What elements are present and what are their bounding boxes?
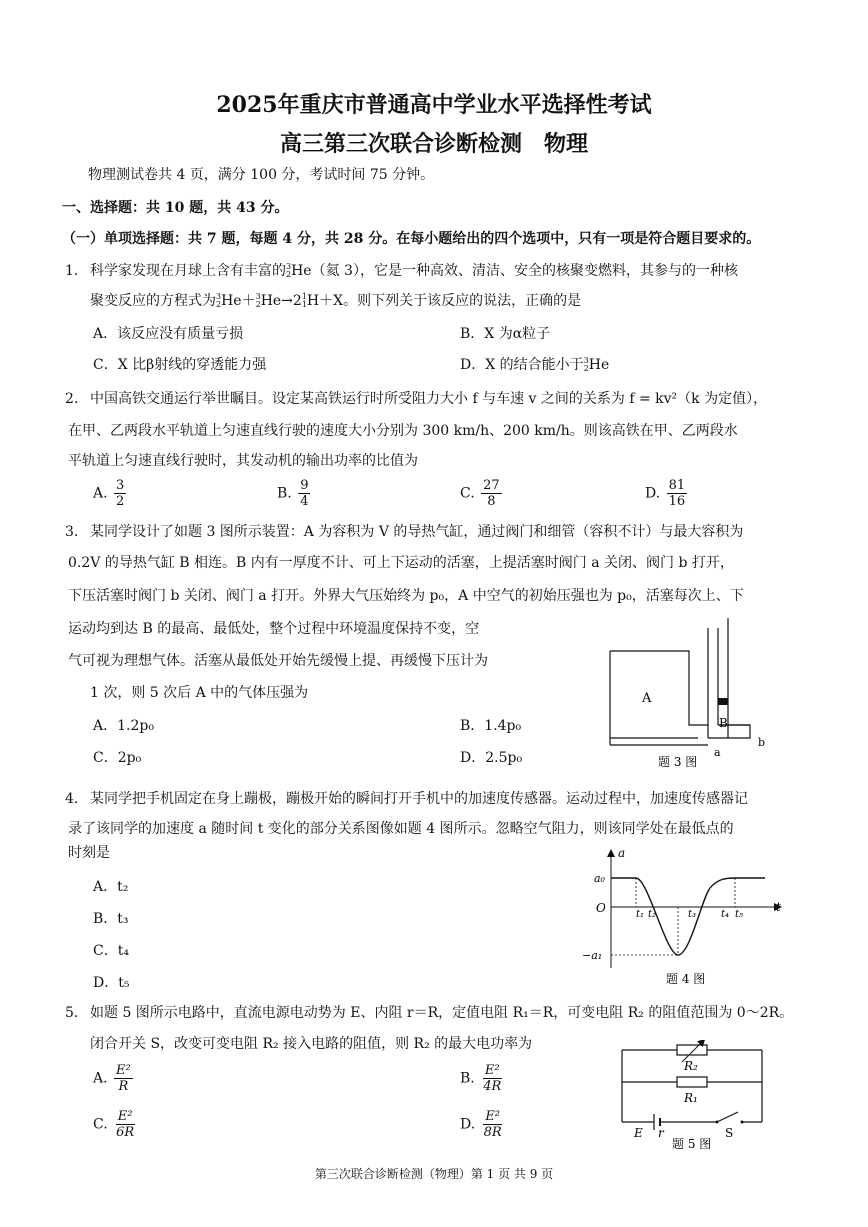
question-number: 4.: [65, 791, 79, 807]
q3-line6: 1 次，则 5 次后 A 中的气体压强为: [90, 685, 309, 701]
option-d-text: D．X 的结合能小于: [460, 357, 584, 373]
label-r2: R₂: [684, 1059, 698, 1073]
q3-line5: 气可视为理想气体。活塞从最低处开始先缓慢上提、再缓慢下压计为: [68, 653, 488, 669]
fraction: $\frac{3}{2}$: [116, 478, 125, 509]
option-b: [277, 478, 312, 509]
q1-text: 聚变反应的方程式为: [90, 293, 216, 309]
option-d: [460, 1109, 506, 1140]
label-t4: t₄: [721, 909, 730, 920]
option-c: C．X 比β射线的穿透能力强: [93, 357, 267, 373]
q4-line3: 时刻是: [68, 845, 110, 861]
label-t2: t₂: [648, 909, 657, 920]
option-a: A．该反应没有质量亏损: [93, 326, 244, 342]
option-label: B.: [460, 1070, 475, 1087]
fraction: $\frac{81}{16}$: [668, 478, 686, 509]
question-number: 5.: [65, 1005, 79, 1021]
option-label: C.: [460, 485, 475, 502]
q5-line2: 闭合开关 S，改变可变电阻 R₂ 接入电路的阻值，则 R₂ 的最大电功率为: [90, 1036, 533, 1052]
option-label: A.: [93, 485, 108, 502]
resistor-r1: [677, 1077, 707, 1087]
question-number: 2.: [65, 391, 79, 407]
figure-caption: 题 5 图: [672, 1137, 712, 1151]
option-d: D．X 的结合能小于 3 2 He: [460, 356, 610, 373]
q1-text: 科学家发现在月球上含有丰富的: [90, 263, 286, 279]
label-a-axis: a: [618, 846, 626, 860]
fraction: $\frac{\text{E²}}{R}$: [116, 1063, 131, 1094]
exam-title: 2025年重庆市普通高中学业水平选择性考试: [216, 92, 652, 118]
label-t3: t₃: [688, 909, 697, 920]
q3-line4: 运动均到达 B 的最高、最低处，整个过程中环境温度保持不变，空: [68, 621, 480, 637]
q3-line2: 0.2V 的导热气缸 B 相连。B 内有一厚度不计、可上下运动的活塞，上提活塞时阀门 a 关闭、阀门 b 打开，: [68, 555, 734, 571]
q1-line1: [90, 261, 738, 281]
q3-line1: 某同学设计了如题 3 图所示装置：A 为容积为 V 的导热气缸，通过阀门和细管（容积不计）与最大容积为: [90, 524, 744, 540]
q1-line2: [90, 291, 581, 311]
label-origin: O: [596, 901, 606, 915]
fraction: $\frac{9}{4}$: [300, 478, 309, 509]
label-b-cylinder: B: [719, 716, 728, 730]
option-label: D.: [645, 485, 661, 502]
option-b: B．t₃: [93, 911, 129, 927]
option-d: D．t₅: [93, 975, 130, 991]
fraction: $\frac{\text{E²}}{4R}$: [483, 1063, 502, 1094]
option-c: C．2p₀: [93, 750, 142, 766]
option-label: C.: [93, 1116, 108, 1133]
figure-caption: 题 4 图: [666, 972, 706, 986]
intro-text: 物理测试卷共 4 页，满分 100 分，考试时间 75 分钟。: [88, 167, 435, 183]
option-b: B．1.4p₀: [460, 718, 522, 734]
option-a: [93, 1063, 135, 1094]
label-emf: E: [634, 1126, 643, 1140]
subsection-heading: （一）单项选择题：共 7 题，每题 4 分，共 28 分。在每小题给出的四个选项中，只有一项是符合题目要求的。: [62, 231, 761, 247]
reaction-equation: 3 2 He＋ 3 2 He→2 1 1 H＋X: [216, 292, 344, 309]
q2-line3: 平轨道上匀速直线行驶时，其发动机的输出功率的比值为: [68, 453, 418, 469]
figure-q3-apparatus: [600, 618, 780, 770]
option-d: D．2.5p₀: [460, 750, 523, 766]
label-a-cylinder: A: [642, 691, 652, 706]
label-a0: a₀: [594, 872, 605, 885]
q4-line2: 录了该同学的加速度 a 随时间 t 变化的部分关系图像如题 4 图所示。忽略空气阻力，则该同学处在最低点的: [68, 821, 734, 837]
q2-line1: 中国高铁交通运行举世瞩目。设定某高铁运行时所受阻力大小 f 与车速 v 之间的关系为 f = kv²（k 为定值），: [90, 391, 768, 407]
question-number: 1.: [65, 263, 79, 279]
page-footer: 第三次联合诊断检测（物理）第 1 页 共 9 页: [314, 1167, 554, 1181]
option-b: B．X 为α粒子: [460, 326, 551, 342]
label-internal-r: r: [658, 1126, 664, 1140]
label-neg-a1: −a₁: [582, 949, 603, 962]
fraction: $\frac{\text{E²}}{6R}$: [116, 1109, 135, 1140]
isotope-he3: 3 2: [286, 262, 292, 279]
switch-s: [717, 1112, 738, 1122]
question-number: 3.: [65, 524, 79, 540]
q1-text: He（氦 3），它是一种高效、清洁、安全的核聚变燃料，其参与的一种核: [291, 263, 738, 279]
option-a: A．1.2p₀: [93, 718, 154, 734]
section-heading: 一、选择题：共 10 题，共 43 分。: [62, 200, 289, 216]
label-valve-b: b: [758, 736, 766, 749]
label-switch: S: [725, 1126, 734, 1140]
exam-subtitle: 高三第三次联合诊断检测 物理: [279, 131, 588, 157]
option-label: B.: [277, 485, 292, 502]
option-a: A．t₂: [93, 879, 129, 895]
label-t-axis: t: [776, 900, 781, 914]
fraction: $\frac{27}{8}$: [483, 478, 500, 509]
label-valve-a: a: [714, 746, 721, 759]
figure-caption: 题 3 图: [658, 755, 698, 769]
label-t1: t₁: [636, 909, 645, 920]
q1-text: 。则下列关于该反应的说法，正确的是: [343, 293, 582, 309]
q5-line1: 如题 5 图所示电路中，直流电源电动势为 E、内阻 r＝R，定值电阻 R₁＝R，可变电阻 R₂ 的阻值范围为 0～2R。: [90, 1005, 794, 1021]
figure-q4-graph: [578, 843, 786, 993]
q3-line3: 下压活塞时阀门 b 关闭、阀门 a 打开。外界大气压始终为 p₀，A 中空气的初始压强也为 p₀，活塞每次上、下: [68, 588, 744, 604]
fraction: $\frac{\text{E²}}{8R}$: [483, 1109, 502, 1140]
option-c: [93, 1109, 138, 1140]
option-c: [460, 478, 504, 509]
label-t5: t₅: [735, 909, 744, 920]
option-a: [93, 478, 128, 509]
piston: [718, 698, 728, 705]
q2-line2: 在甲、乙两段水平轨道上匀速直线行驶的速度大小分别为 300 km/h、200 km/h。则该高铁在甲、乙两段水: [68, 423, 738, 439]
option-b: [460, 1063, 505, 1094]
label-r1: R₁: [684, 1091, 698, 1105]
option-d: [645, 478, 689, 509]
q4-line1: 某同学把手机固定在身上蹦极，蹦极开始的瞬间打开手机中的加速度传感器。运动过程中，加速度传感器记: [90, 791, 748, 807]
figure-q5-circuit: [612, 1040, 772, 1152]
resistor-r2: [677, 1045, 707, 1055]
option-c: C．t₄: [93, 943, 129, 959]
option-label: D.: [460, 1116, 476, 1133]
option-label: A.: [93, 1070, 108, 1087]
